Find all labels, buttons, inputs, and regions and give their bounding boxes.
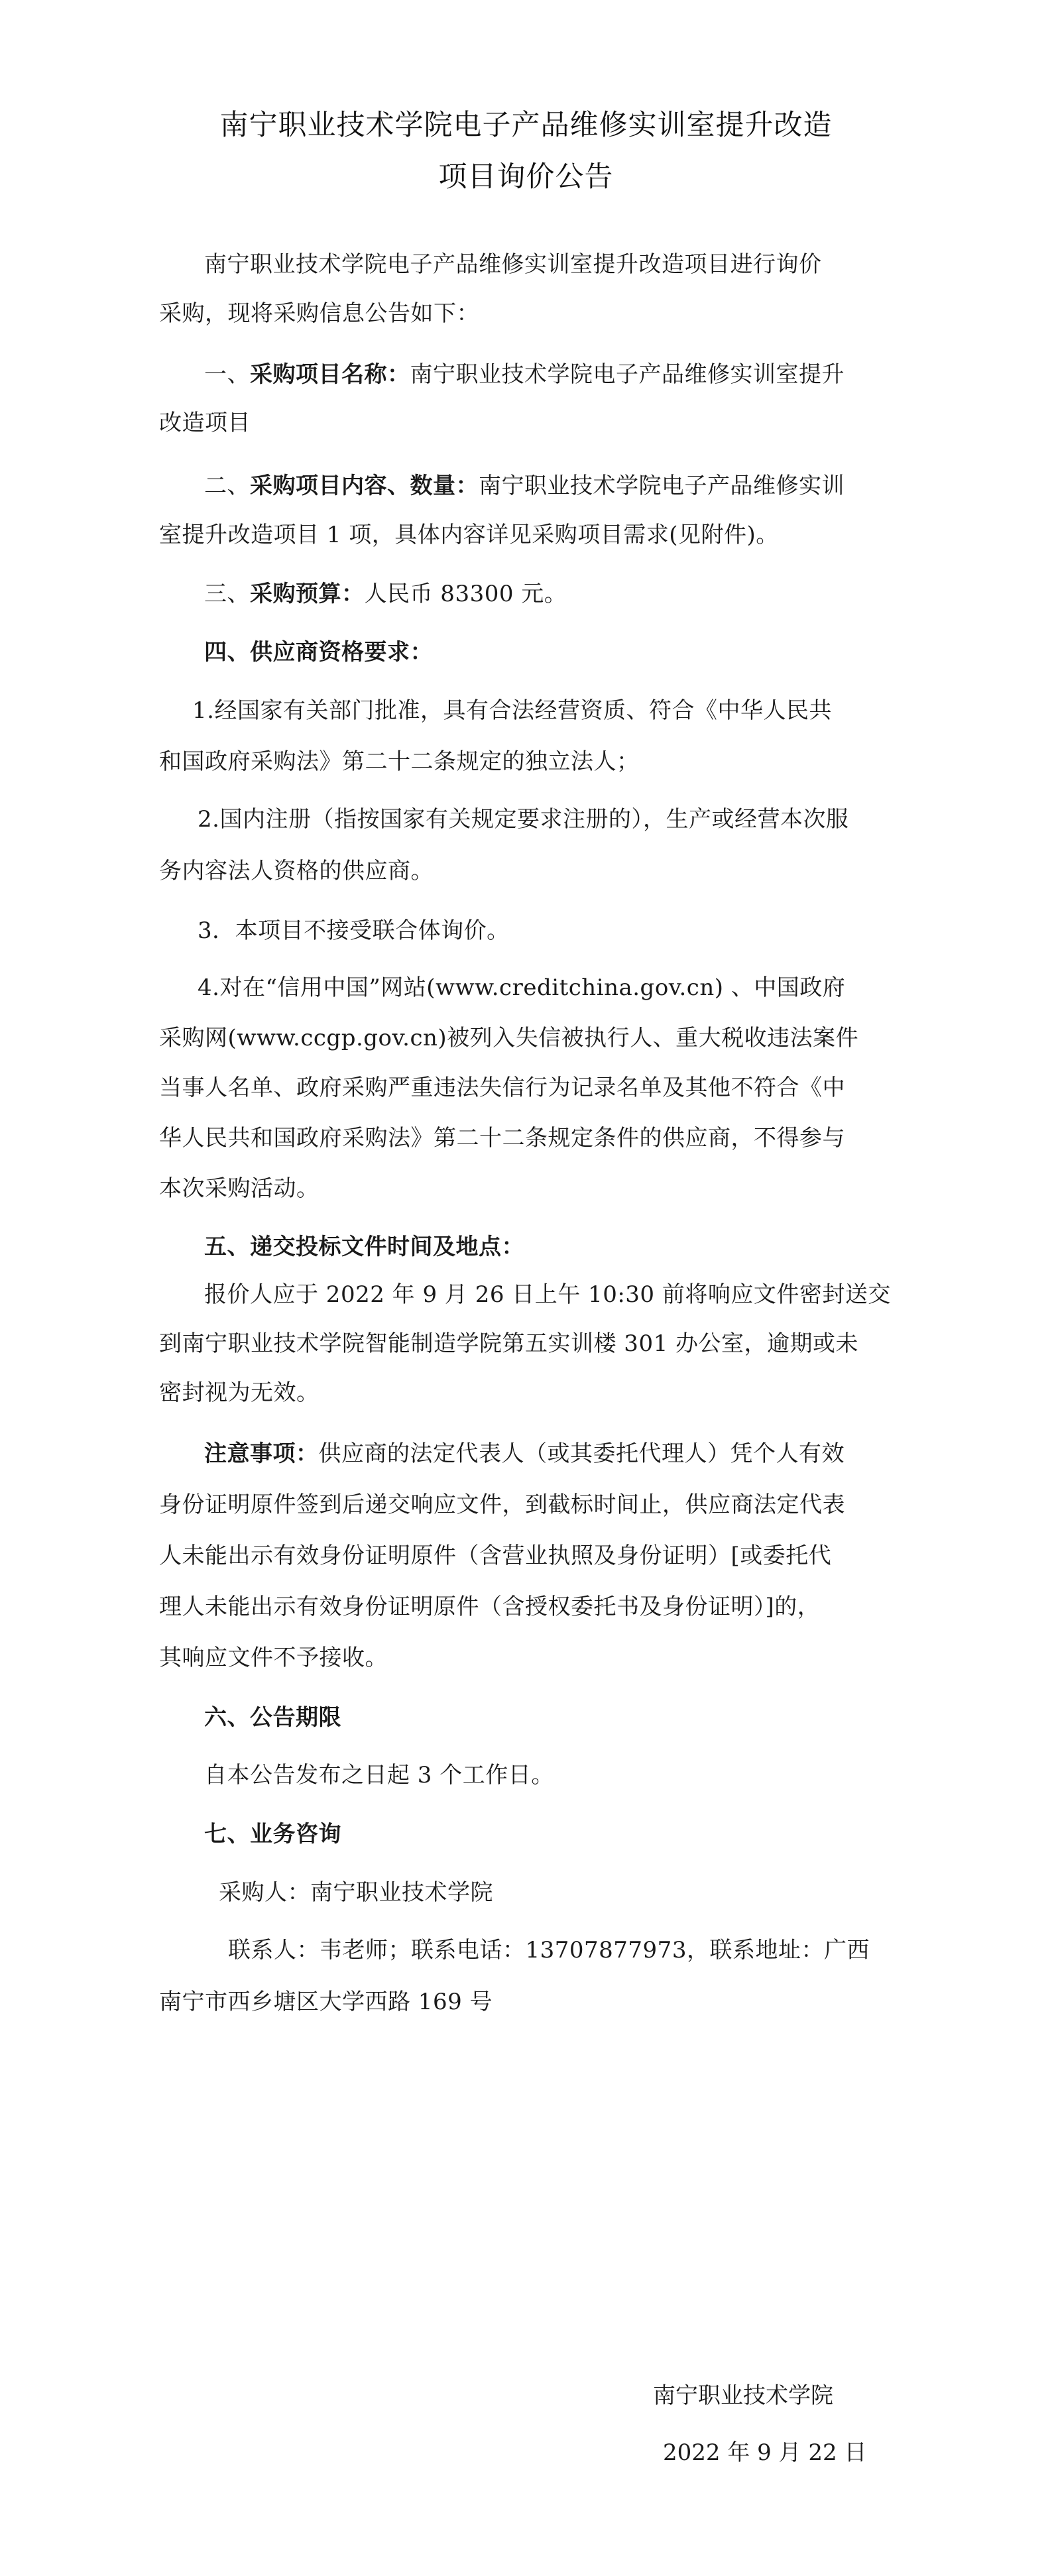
- section-1-cont: 改造项目: [159, 410, 251, 436]
- requirement-4-line-5: 本次采购活动。: [159, 1175, 320, 1202]
- requirement-1-line-1: 1.经国家有关部门批准，具有合法经营资质、符合《中华人民共: [192, 697, 832, 724]
- section-2-label: 采购项目内容、数量：: [250, 473, 479, 499]
- section-7-heading: 七、业务咨询: [204, 1821, 341, 1847]
- section-1: [159, 359, 895, 390]
- signature-date: 2022 年 9 月 22 日: [663, 2439, 867, 2466]
- address-line: 南宁市西乡塘区大学西路 169 号: [159, 1989, 493, 2015]
- section-1-label: 采购项目名称：: [250, 361, 410, 388]
- section-6-text: 自本公告发布之日起 3 个工作日。: [204, 1762, 554, 1788]
- requirement-4-line-3: 当事人名单、政府采购严重违法失信行为记录名单及其他不符合《中: [159, 1075, 845, 1101]
- notice-line-3: 人未能出示有效身份证明原件（含营业执照及身份证明）[或委托代: [159, 1543, 832, 1569]
- requirement-4-line-1: 4.对在“信用中国”网站(www.creditchina.gov.cn) 、中国政府: [198, 974, 846, 1001]
- notice-line-1: [159, 1438, 895, 1470]
- section-5-body-2: 到南宁职业技术学院智能制造学院第五实训楼 301 办公室，逾期或未: [159, 1330, 859, 1357]
- section-2-head: 二、: [204, 473, 250, 499]
- notice-line-2: 身份证明原件签到后递交响应文件，到截标时间止，供应商法定代表: [159, 1492, 845, 1518]
- requirement-1-line-2: 和国政府采购法》第二十二条规定的独立法人；: [159, 748, 640, 775]
- section-5-body-3: 密封视为无效。: [159, 1379, 320, 1406]
- section-6-heading: 六、公告期限: [204, 1704, 341, 1731]
- requirement-4-line-2: 采购网(www.ccgp.gov.cn)被列入失信被执行人、重大税收违法案件: [159, 1025, 859, 1051]
- notice-label: 注意事项：: [204, 1440, 319, 1467]
- section-3-text: 人民币 83300 元。: [364, 581, 567, 607]
- section-5-heading: 五、递交投标文件时间及地点：: [204, 1234, 524, 1260]
- requirement-4-line-4: 华人民共和国政府采购法》第二十二条规定条件的供应商，不得参与: [159, 1125, 845, 1151]
- section-3-head: 三、: [204, 581, 250, 607]
- title-line-1: 南宁职业技术学院电子产品维修实训室提升改造: [219, 109, 833, 142]
- title-line-2: 项目询价公告: [438, 160, 614, 194]
- notice-line-4: 理人未能出示有效身份证明原件（含授权委托书及身份证明）]的，: [159, 1594, 821, 1620]
- section-4-heading: 四、供应商资格要求：: [204, 639, 433, 666]
- intro-line-1: 南宁职业技术学院电子产品维修实训室提升改造项目进行询价: [204, 251, 822, 278]
- section-2: [159, 470, 895, 502]
- section-1-head: 一、: [204, 361, 250, 388]
- intro-line-2: 采购，现将采购信息公告如下：: [159, 300, 479, 327]
- requirement-2-line-2: 务内容法人资格的供应商。: [159, 858, 434, 884]
- requirement-3: 3．本项目不接受联合体询价。: [198, 917, 510, 944]
- notice-text: 供应商的法定代表人（或其委托代理人）凭个人有效: [318, 1440, 845, 1467]
- contact-line: 联系人：韦老师；联系电话：13707877973，联系地址：广西: [228, 1937, 870, 1963]
- section-1-text: 南宁职业技术学院电子产品维修实训室提升: [410, 361, 845, 388]
- notice-line-5: 其响应文件不予接收。: [159, 1645, 388, 1671]
- purchaser: 采购人：南宁职业技术学院: [219, 1879, 493, 1906]
- requirement-2-line-1: 2.国内注册（指按国家有关规定要求注册的），生产或经营本次服: [198, 806, 849, 833]
- section-3: [159, 578, 895, 610]
- signature-org: 南宁职业技术学院: [653, 2382, 833, 2409]
- section-2-cont: 室提升改造项目 1 项，具体内容详见采购项目需求(见附件)。: [159, 522, 779, 548]
- section-3-label: 采购预算：: [250, 581, 365, 607]
- section-2-text: 南宁职业技术学院电子产品维修实训: [479, 473, 845, 499]
- section-5-body-1: 报价人应于 2022 年 9 月 26 日上午 10:30 前将响应文件密封送交: [204, 1281, 891, 1308]
